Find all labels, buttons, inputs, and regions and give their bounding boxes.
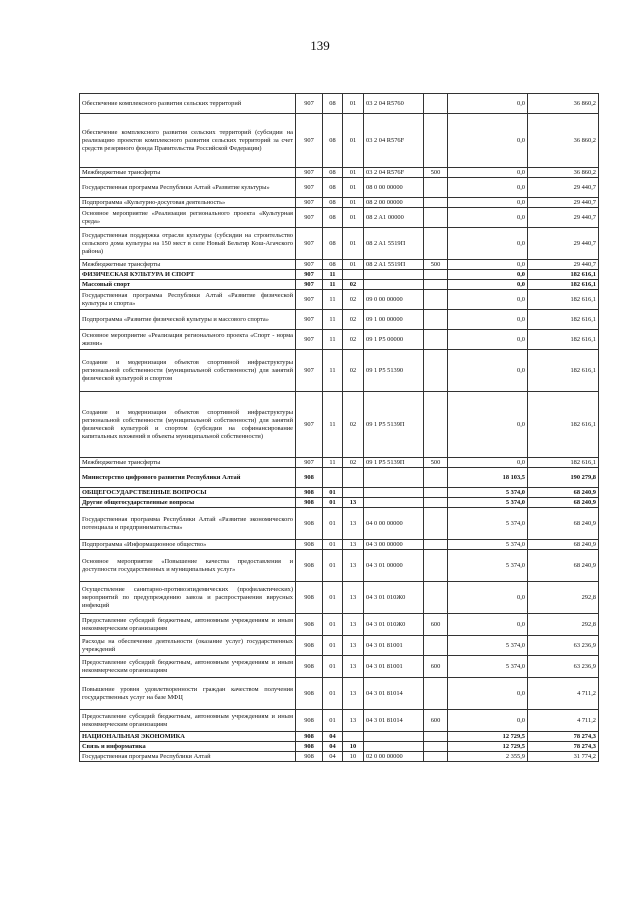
ministry-code: 908 xyxy=(296,742,323,752)
target-article-code: 04 3 01 81014 xyxy=(364,710,424,732)
amount-first: 0,0 xyxy=(448,330,528,350)
table-row xyxy=(80,208,599,228)
row-name: Основное мероприятие «Реализация регионального проекта «Спорт - норма жизни» xyxy=(80,330,296,350)
expense-type-code xyxy=(424,550,448,582)
row-name: ОБЩЕГОСУДАРСТВЕННЫЕ ВОПРОСЫ xyxy=(80,488,296,498)
subsection-code: 02 xyxy=(343,330,364,350)
section-code: 01 xyxy=(323,636,343,656)
subsection-code: 13 xyxy=(343,508,364,540)
section-code: 08 xyxy=(323,178,343,198)
amount-second: 190 279,8 xyxy=(528,468,599,488)
expense-type-code xyxy=(424,280,448,290)
section-code: 08 xyxy=(323,208,343,228)
amount-second: 29 440,7 xyxy=(528,228,599,260)
ministry-code: 908 xyxy=(296,732,323,742)
expense-type-code xyxy=(424,752,448,762)
amount-first: 5 374,0 xyxy=(448,656,528,678)
table-row xyxy=(80,290,599,310)
subsection-code: 13 xyxy=(343,540,364,550)
ministry-code: 907 xyxy=(296,290,323,310)
target-article-code xyxy=(364,498,424,508)
expense-type-code xyxy=(424,468,448,488)
section-code: 01 xyxy=(323,710,343,732)
amount-second: 36 860,2 xyxy=(528,168,599,178)
ministry-code: 907 xyxy=(296,260,323,270)
section-code: 01 xyxy=(323,540,343,550)
row-name: Предоставление субсидий бюджетным, автономным учреждениям и иным некоммерческим организациям xyxy=(80,656,296,678)
expense-type-code: 600 xyxy=(424,710,448,732)
ministry-code: 907 xyxy=(296,350,323,392)
amount-second: 68 240,9 xyxy=(528,488,599,498)
section-code: 01 xyxy=(323,498,343,508)
amount-second: 292,8 xyxy=(528,582,599,614)
amount-first: 12 729,5 xyxy=(448,742,528,752)
section-code: 11 xyxy=(323,280,343,290)
subsection-code: 13 xyxy=(343,636,364,656)
target-article-code xyxy=(364,280,424,290)
target-article-code: 04 3 01 81014 xyxy=(364,678,424,710)
row-name: Обеспечение комплексного развития сельских территорий (субсидии на реализацию проектов комплексного развития сельских территорий за счет средств резервного фонда Правительства Российской Федерации) xyxy=(80,114,296,168)
amount-first: 0,0 xyxy=(448,310,528,330)
section-code: 11 xyxy=(323,290,343,310)
section-code: 04 xyxy=(323,752,343,762)
amount-first: 0,0 xyxy=(448,208,528,228)
target-article-code xyxy=(364,468,424,488)
amount-second: 29 440,7 xyxy=(528,260,599,270)
table-row xyxy=(80,94,599,114)
table-row xyxy=(80,458,599,468)
ministry-code: 907 xyxy=(296,94,323,114)
section-code: 04 xyxy=(323,732,343,742)
subsection-code: 13 xyxy=(343,498,364,508)
table-row xyxy=(80,114,599,168)
expense-type-code xyxy=(424,540,448,550)
target-article-code: 08 2 A1 5519П xyxy=(364,228,424,260)
section-code xyxy=(323,468,343,488)
subsection-code: 13 xyxy=(343,678,364,710)
subsection-code xyxy=(343,488,364,498)
amount-second: 4 711,2 xyxy=(528,678,599,710)
target-article-code: 04 3 01 010Ж0 xyxy=(364,582,424,614)
ministry-code: 908 xyxy=(296,582,323,614)
amount-second: 182 616,1 xyxy=(528,350,599,392)
ministry-code: 907 xyxy=(296,208,323,228)
page-number: 139 xyxy=(310,38,330,53)
target-article-code: 08 2 00 00000 xyxy=(364,198,424,208)
row-name: Основное мероприятие «Повышение качества предоставления и доступности государственных и муниципальных услуг» xyxy=(80,550,296,582)
table-row xyxy=(80,540,599,550)
target-article-code: 09 0 00 00000 xyxy=(364,290,424,310)
table-row xyxy=(80,392,599,458)
expense-type-code xyxy=(424,350,448,392)
subsection-code: 01 xyxy=(343,228,364,260)
target-article-code xyxy=(364,270,424,280)
subsection-code: 02 xyxy=(343,310,364,330)
expense-type-code xyxy=(424,508,448,540)
amount-second: 36 860,2 xyxy=(528,94,599,114)
row-name: Межбюджетные трансферты xyxy=(80,260,296,270)
amount-first: 0,0 xyxy=(448,168,528,178)
section-code: 11 xyxy=(323,330,343,350)
target-article-code: 03 2 04 R5760 xyxy=(364,94,424,114)
expense-type-code xyxy=(424,636,448,656)
target-article-code: 09 1 00 00000 xyxy=(364,310,424,330)
ministry-code: 908 xyxy=(296,678,323,710)
amount-second: 182 616,1 xyxy=(528,280,599,290)
amount-second: 36 860,2 xyxy=(528,114,599,168)
subsection-code: 02 xyxy=(343,350,364,392)
expense-type-code xyxy=(424,488,448,498)
subsection-code xyxy=(343,270,364,280)
amount-second: 4 711,2 xyxy=(528,710,599,732)
amount-first: 0,0 xyxy=(448,94,528,114)
table-row xyxy=(80,280,599,290)
section-code: 08 xyxy=(323,94,343,114)
table-row xyxy=(80,614,599,636)
expense-type-code xyxy=(424,94,448,114)
section-code: 08 xyxy=(323,168,343,178)
section-code: 08 xyxy=(323,228,343,260)
subsection-code: 01 xyxy=(343,208,364,228)
subsection-code: 01 xyxy=(343,198,364,208)
target-article-code: 08 2 A1 5519П xyxy=(364,260,424,270)
expense-type-code: 600 xyxy=(424,614,448,636)
row-name: Подпрограмма «Культурно-досуговая деятельность» xyxy=(80,198,296,208)
amount-second: 182 616,1 xyxy=(528,392,599,458)
target-article-code: 08 2 A1 00000 xyxy=(364,208,424,228)
amount-first: 0,0 xyxy=(448,178,528,198)
ministry-code: 908 xyxy=(296,752,323,762)
amount-second: 292,8 xyxy=(528,614,599,636)
subsection-code: 13 xyxy=(343,582,364,614)
table-row xyxy=(80,178,599,198)
amount-second: 63 236,9 xyxy=(528,636,599,656)
row-name: Связь и информатика xyxy=(80,742,296,752)
section-code: 01 xyxy=(323,678,343,710)
target-article-code: 04 3 01 00000 xyxy=(364,550,424,582)
amount-second: 78 274,3 xyxy=(528,742,599,752)
row-name: Государственная поддержка отрасли культуры (субсидии на строительство сельского дома культуры на 150 мест в селе Новый Бельтир Кош-Агачского района) xyxy=(80,228,296,260)
amount-first: 0,0 xyxy=(448,350,528,392)
subsection-code: 02 xyxy=(343,290,364,310)
amount-second: 68 240,9 xyxy=(528,508,599,540)
amount-second: 29 440,7 xyxy=(528,198,599,208)
table-row xyxy=(80,350,599,392)
ministry-code: 908 xyxy=(296,710,323,732)
row-name: Межбюджетные трансферты xyxy=(80,458,296,468)
ministry-code: 907 xyxy=(296,198,323,208)
table-row xyxy=(80,168,599,178)
amount-first: 0,0 xyxy=(448,198,528,208)
target-article-code: 04 0 00 00000 xyxy=(364,508,424,540)
section-code: 01 xyxy=(323,488,343,498)
expense-type-code xyxy=(424,228,448,260)
expense-type-code xyxy=(424,732,448,742)
subsection-code: 02 xyxy=(343,280,364,290)
section-code: 01 xyxy=(323,550,343,582)
target-article-code: 03 2 04 R576F xyxy=(364,114,424,168)
expense-type-code xyxy=(424,310,448,330)
subsection-code: 01 xyxy=(343,114,364,168)
amount-first: 18 103,5 xyxy=(448,468,528,488)
amount-first: 5 374,0 xyxy=(448,488,528,498)
expense-type-code xyxy=(424,270,448,280)
amount-second: 182 616,1 xyxy=(528,458,599,468)
subsection-code: 02 xyxy=(343,392,364,458)
row-name: Осуществление санитарно-противоэпидемических (профилактических) мероприятий по предупреждению завоза и распространения вирусных инфекций xyxy=(80,582,296,614)
table-row xyxy=(80,468,599,488)
amount-second: 182 616,1 xyxy=(528,310,599,330)
amount-second: 29 440,7 xyxy=(528,208,599,228)
section-code: 01 xyxy=(323,614,343,636)
subsection-code: 10 xyxy=(343,742,364,752)
expense-type-code xyxy=(424,330,448,350)
amount-first: 0,0 xyxy=(448,710,528,732)
section-code: 04 xyxy=(323,742,343,752)
amount-first: 5 374,0 xyxy=(448,540,528,550)
target-article-code xyxy=(364,742,424,752)
amount-second: 68 240,9 xyxy=(528,540,599,550)
target-article-code: 09 1 P5 5139П xyxy=(364,392,424,458)
amount-second: 68 240,9 xyxy=(528,498,599,508)
table-row xyxy=(80,582,599,614)
ministry-code: 907 xyxy=(296,458,323,468)
table-row xyxy=(80,260,599,270)
target-article-code: 04 3 00 00000 xyxy=(364,540,424,550)
amount-first: 0,0 xyxy=(448,114,528,168)
row-name: Подпрограмма «Развитие физической культуры и массового спорта» xyxy=(80,310,296,330)
row-name: Предоставление субсидий бюджетным, автономным учреждениям и иным некоммерческим организациям xyxy=(80,710,296,732)
ministry-code: 908 xyxy=(296,498,323,508)
amount-first: 2 355,9 xyxy=(448,752,528,762)
expense-type-code xyxy=(424,208,448,228)
subsection-code: 01 xyxy=(343,178,364,198)
expense-type-code: 500 xyxy=(424,168,448,178)
table-row xyxy=(80,228,599,260)
row-name: Подпрограмма «Информационное общество» xyxy=(80,540,296,550)
ministry-code: 908 xyxy=(296,488,323,498)
table-row xyxy=(80,656,599,678)
section-code: 08 xyxy=(323,198,343,208)
amount-first: 0,0 xyxy=(448,228,528,260)
expense-type-code xyxy=(424,678,448,710)
expense-type-code xyxy=(424,582,448,614)
subsection-code: 01 xyxy=(343,94,364,114)
row-name: Основное мероприятие «Реализация регионального проекта «Культурная среда» xyxy=(80,208,296,228)
amount-first: 0,0 xyxy=(448,270,528,280)
target-article-code: 02 0 00 00000 xyxy=(364,752,424,762)
section-code: 11 xyxy=(323,350,343,392)
row-name: Межбюджетные трансферты xyxy=(80,168,296,178)
ministry-code: 907 xyxy=(296,228,323,260)
ministry-code: 907 xyxy=(296,392,323,458)
section-code: 11 xyxy=(323,270,343,280)
ministry-code: 907 xyxy=(296,114,323,168)
amount-first: 0,0 xyxy=(448,614,528,636)
amount-first: 0,0 xyxy=(448,582,528,614)
ministry-code: 908 xyxy=(296,656,323,678)
table-row xyxy=(80,732,599,742)
amount-second: 29 440,7 xyxy=(528,178,599,198)
amount-first: 12 729,5 xyxy=(448,732,528,742)
expense-type-code xyxy=(424,178,448,198)
row-name: Предоставление субсидий бюджетным, автономным учреждениям и иным некоммерческим организациям xyxy=(80,614,296,636)
expense-type-code: 500 xyxy=(424,458,448,468)
target-article-code: 09 1 P5 00000 xyxy=(364,330,424,350)
amount-first: 0,0 xyxy=(448,392,528,458)
amount-first: 5 374,0 xyxy=(448,636,528,656)
row-name: Обеспечение комплексного развития сельских территорий xyxy=(80,94,296,114)
subsection-code: 10 xyxy=(343,752,364,762)
subsection-code: 02 xyxy=(343,458,364,468)
table-row xyxy=(80,752,599,762)
amount-second: 78 274,3 xyxy=(528,732,599,742)
table-row xyxy=(80,310,599,330)
table-row xyxy=(80,488,599,498)
budget-table xyxy=(79,93,599,762)
table-row xyxy=(80,508,599,540)
row-name: Массовый спорт xyxy=(80,280,296,290)
ministry-code: 908 xyxy=(296,540,323,550)
expense-type-code xyxy=(424,392,448,458)
row-name: Другие общегосударственные вопросы xyxy=(80,498,296,508)
row-name: Государственная программа Республики Алтай «Развитие физической культуры и спорта» xyxy=(80,290,296,310)
ministry-code: 907 xyxy=(296,310,323,330)
expense-type-code xyxy=(424,290,448,310)
amount-second: 182 616,1 xyxy=(528,270,599,280)
ministry-code: 907 xyxy=(296,178,323,198)
ministry-code: 908 xyxy=(296,508,323,540)
target-article-code: 04 3 01 81001 xyxy=(364,636,424,656)
section-code: 01 xyxy=(323,656,343,678)
ministry-code: 907 xyxy=(296,330,323,350)
subsection-code: 01 xyxy=(343,168,364,178)
expense-type-code xyxy=(424,114,448,168)
ministry-code: 908 xyxy=(296,614,323,636)
expense-type-code: 600 xyxy=(424,656,448,678)
table-row xyxy=(80,710,599,732)
row-name: Создание и модернизация объектов спортивной инфраструктуры региональной собственности (муниципальной собственности) для занятий физической культурой и спортом (субсидии на софинансирование капитальных вложений в объекты муниципальной собственности) xyxy=(80,392,296,458)
section-code: 11 xyxy=(323,392,343,458)
table-row xyxy=(80,498,599,508)
amount-first: 0,0 xyxy=(448,678,528,710)
amount-second: 68 240,9 xyxy=(528,550,599,582)
row-name: Расходы на обеспечение деятельности (оказание услуг) государственных учреждений xyxy=(80,636,296,656)
row-name: Государственная программа Республики Алтай «Развитие культуры» xyxy=(80,178,296,198)
expense-type-code: 500 xyxy=(424,260,448,270)
row-name: НАЦИОНАЛЬНАЯ ЭКОНОМИКА xyxy=(80,732,296,742)
amount-second: 182 616,1 xyxy=(528,330,599,350)
table-row xyxy=(80,550,599,582)
amount-first: 0,0 xyxy=(448,280,528,290)
target-article-code xyxy=(364,732,424,742)
ministry-code: 907 xyxy=(296,168,323,178)
target-article-code: 04 3 01 81001 xyxy=(364,656,424,678)
table-row xyxy=(80,742,599,752)
table-row xyxy=(80,270,599,280)
amount-first: 5 374,0 xyxy=(448,498,528,508)
target-article-code: 09 1 P5 5139П xyxy=(364,458,424,468)
amount-first: 5 374,0 xyxy=(448,508,528,540)
table-row xyxy=(80,636,599,656)
amount-first: 5 374,0 xyxy=(448,550,528,582)
amount-first: 0,0 xyxy=(448,260,528,270)
section-code: 08 xyxy=(323,260,343,270)
table-row xyxy=(80,678,599,710)
subsection-code: 13 xyxy=(343,614,364,636)
expense-type-code xyxy=(424,498,448,508)
subsection-code: 13 xyxy=(343,710,364,732)
row-name: ФИЗИЧЕСКАЯ КУЛЬТУРА И СПОРТ xyxy=(80,270,296,280)
target-article-code: 04 3 01 010Ж0 xyxy=(364,614,424,636)
ministry-code: 908 xyxy=(296,468,323,488)
section-code: 11 xyxy=(323,310,343,330)
row-name: Государственная программа Республики Алтай «Развитие экономического потенциала и предпринимательства» xyxy=(80,508,296,540)
section-code: 08 xyxy=(323,114,343,168)
row-name: Государственная программа Республики Алтай xyxy=(80,752,296,762)
subsection-code: 13 xyxy=(343,656,364,678)
row-name: Создание и модернизация объектов спортивной инфраструктуры региональной собственности (муниципальной собственности) для занятий физической культурой и спортом xyxy=(80,350,296,392)
target-article-code: 03 2 04 R576F xyxy=(364,168,424,178)
section-code: 01 xyxy=(323,508,343,540)
amount-second: 63 236,9 xyxy=(528,656,599,678)
target-article-code: 09 1 P5 51390 xyxy=(364,350,424,392)
subsection-code xyxy=(343,732,364,742)
amount-second: 182 616,1 xyxy=(528,290,599,310)
target-article-code xyxy=(364,488,424,498)
expense-type-code xyxy=(424,742,448,752)
ministry-code: 908 xyxy=(296,550,323,582)
table-row xyxy=(80,330,599,350)
row-name: Повышение уровня удовлетворенности граждан качеством получения государственных услуг на базе МФЦ xyxy=(80,678,296,710)
table-row xyxy=(80,198,599,208)
amount-first: 0,0 xyxy=(448,458,528,468)
subsection-code: 01 xyxy=(343,260,364,270)
amount-first: 0,0 xyxy=(448,290,528,310)
section-code: 01 xyxy=(323,582,343,614)
ministry-code: 907 xyxy=(296,270,323,280)
amount-second: 31 774,2 xyxy=(528,752,599,762)
ministry-code: 907 xyxy=(296,280,323,290)
subsection-code: 13 xyxy=(343,550,364,582)
row-name: Министерство цифрового развития Республики Алтай xyxy=(80,468,296,488)
expense-type-code xyxy=(424,198,448,208)
ministry-code: 908 xyxy=(296,636,323,656)
subsection-code xyxy=(343,468,364,488)
target-article-code: 08 0 00 00000 xyxy=(364,178,424,198)
section-code: 11 xyxy=(323,458,343,468)
